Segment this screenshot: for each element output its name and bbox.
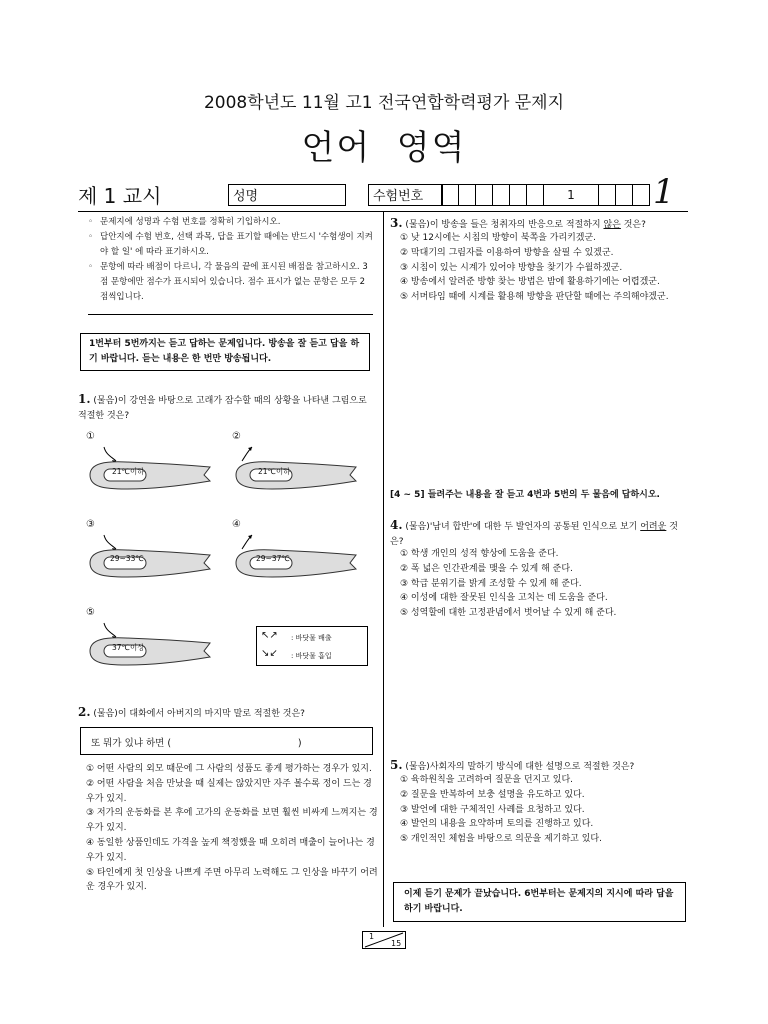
option-label: ⑤: [86, 607, 95, 618]
question-text: (물음)사회자의 말하기 방식에 대한 설명으로 적절한 것은?: [405, 762, 635, 772]
question-text: (물음)이 대화에서 아버지의 마지막 말로 적절한 것은?: [93, 709, 305, 719]
option-1[interactable]: ① 학생 개인의 성적 향상에 도움을 준다.: [400, 549, 559, 559]
q1-legend: [256, 626, 368, 666]
option-3[interactable]: ③ 학급 분위기를 밝게 조성할 수 있게 해 준다.: [400, 578, 582, 589]
option-3[interactable]: ③ 시침이 있는 시계가 있어야 방향을 찾기가 수월하겠군.: [400, 262, 623, 273]
end-of-listening-notice: 이제 듣기 문제가 끝났습니다. 6번부터는 문제지의 지시에 따라 답을 하기 바랍니다.: [393, 882, 686, 922]
exam-title: 2008학년도 11월 고1 전국연합학력평가 문제지: [203, 93, 565, 113]
question-text-end: 것은?: [390, 522, 678, 547]
question-emphasis: 어려운: [640, 522, 667, 532]
question-number: 3.: [390, 216, 403, 230]
legend-in: : 바닷물 흡입: [291, 652, 332, 660]
page-footer: [362, 931, 406, 949]
footer-page: 1: [369, 932, 375, 941]
option-2[interactable]: ② 질문을 반복하여 보충 설명을 유도하고 있다.: [400, 789, 585, 800]
q1-option-2[interactable]: [232, 424, 360, 495]
option-label: ③: [86, 519, 95, 530]
option-label: ④: [232, 519, 241, 530]
question-2: [78, 705, 378, 722]
option-1[interactable]: ① 어떤 사람의 외모 때문에 그 사람의 성품도 좋게 평가하는 경우가 있지.: [86, 764, 372, 774]
question-text: (물음)이 강연을 바탕으로 고래가 잠수할 때의 상황을 나타낸 그림으로 적절한 것은?: [78, 396, 367, 421]
exam-number-digit: 1: [544, 184, 599, 206]
whale-temp: 37℃이상: [112, 643, 145, 652]
q1-option-5[interactable]: [86, 600, 214, 671]
whale-temp: 21℃이하: [112, 467, 145, 476]
whale-icon: [86, 533, 214, 583]
option-label: ②: [232, 431, 241, 442]
option-4[interactable]: ④ 동일한 상품인데도 가격을 높게 책정했을 때 오히려 매출이 늘어나는 경우가 있지.: [86, 837, 375, 863]
instruction-item: ◦ 문항에 따라 배점이 다르니, 각 물음의 끝에 표시된 배점을 참고하시오. 3점 문항에만 점수가 표시되어 있습니다. 점수 표시가 없는 문항은 모두 2점씩입니다.: [88, 260, 373, 305]
option-5[interactable]: ⑤ 타인에게 첫 인상을 나쁘게 주면 아무리 노력해도 그 인상을 바꾸기 어려운 경우가 있지.: [86, 867, 378, 893]
header-row: [78, 172, 688, 212]
spout-in-icon: ↘↙: [261, 648, 278, 659]
option-4[interactable]: ④ 이성에 대한 잘못된 인식을 고치는 데 도움을 준다.: [400, 593, 608, 604]
column-divider: [383, 212, 384, 927]
q2-options: [86, 762, 378, 895]
question-emphasis: 않은: [603, 220, 621, 230]
option-4[interactable]: ④ 방송에서 알려준 방향 찾는 방법은 밤에 활용하기에는 어렵겠군.: [400, 277, 660, 288]
option-1[interactable]: ① 육하원칙을 고려하여 질문을 던지고 있다.: [400, 775, 574, 785]
option-5[interactable]: ⑤ 성역할에 대한 고정관념에서 벗어날 수 있게 해 준다.: [400, 608, 617, 619]
q3-options: [400, 231, 690, 305]
exam-number-cells[interactable]: [442, 184, 650, 206]
footer-total: 15: [391, 939, 402, 948]
whale-icon: [86, 445, 214, 495]
subject-title: 언어 영역: [301, 128, 467, 168]
question-4: [390, 518, 690, 549]
whale-temp: 29~33℃: [110, 554, 144, 563]
whale-icon: [232, 445, 360, 495]
instruction-divider: [88, 314, 373, 315]
option-5[interactable]: ⑤ 서머타임 때에 시계를 활용해 방향을 판단할 때에는 주의해야겠군.: [400, 292, 669, 303]
instruction-item: ◦ 답안지에 수험 번호, 선택 과목, 답을 표기할 때에는 반드시 '수험생이 지켜야 할 일' 에 따라 표기하시오.: [88, 230, 373, 260]
option-2[interactable]: ② 막대기의 그림자를 이용하여 방향을 살필 수 있겠군.: [400, 247, 614, 258]
option-5[interactable]: ⑤ 개인적인 체험을 바탕으로 의문을 제기하고 있다.: [400, 834, 602, 845]
page-number: 1: [653, 172, 675, 212]
spout-out-icon: ↖↗: [261, 630, 278, 641]
legend-out: : 바닷물 배출: [291, 634, 332, 642]
section-4-5-header: [4 ~ 5] 들려주는 내용을 잘 듣고 4번과 5번의 두 물음에 답하시오.: [390, 490, 660, 500]
listening-notice: 1번부터 5번까지는 듣고 답하는 문제입니다. 방송을 잘 듣고 답을 하기 바랍니다. 듣는 내용은 한 번만 방송됩니다.: [80, 333, 370, 371]
question-number: 5.: [390, 758, 403, 772]
name-field[interactable]: [268, 184, 346, 206]
option-label: ①: [86, 431, 95, 442]
dialog-box: 또 뭐가 있냐 하면 ( ): [80, 727, 373, 755]
question-text-end: 것은?: [620, 220, 646, 230]
q4-options: [400, 547, 690, 621]
whale-icon: [86, 621, 214, 671]
instruction-item: ◦ 문제지에 성명과 수험 번호를 정확히 기입하시오.: [88, 215, 373, 230]
option-3[interactable]: ③ 발언에 대한 구체적인 사례를 요청하고 있다.: [400, 804, 585, 815]
question-text: (물음)이 방송을 들은 청취자의 반응으로 적절하지: [405, 220, 604, 230]
option-3[interactable]: ③ 저가의 운동화를 본 후에 고가의 운동화를 보면 훨씬 비싸게 느껴지는 경우가 있지.: [86, 808, 378, 834]
q5-options: [400, 773, 690, 847]
question-number: 2.: [78, 705, 91, 719]
q1-option-4[interactable]: [232, 512, 360, 583]
question-1: [78, 392, 378, 423]
question-number: 4.: [390, 518, 403, 532]
whale-temp: 21℃이하: [258, 467, 291, 476]
option-4[interactable]: ④ 발언의 내용을 요약하며 토의를 진행하고 있다.: [400, 819, 594, 830]
whale-temp: 29~37℃: [256, 554, 290, 563]
option-2[interactable]: ② 폭 넓은 인간관계를 맺을 수 있게 해 준다.: [400, 563, 573, 574]
exam-number-label: 수험번호: [368, 184, 442, 206]
option-1[interactable]: ① 낮 12시에는 시침의 방향이 북쪽을 가리키겠군.: [400, 233, 597, 243]
question-text: (물음)'남녀 합반'에 대한 두 발언자의 공통된 인식으로 보기: [405, 522, 641, 532]
q1-option-1[interactable]: [86, 424, 214, 495]
name-label: 성명: [228, 184, 346, 206]
option-2[interactable]: ② 어떤 사람을 처음 만났을 때 실제는 않았지만 자주 볼수록 정이 드는 경우가 있지.: [86, 778, 372, 804]
whale-icon: [232, 533, 360, 583]
question-number: 1.: [78, 392, 91, 406]
q1-option-3[interactable]: [86, 512, 214, 583]
instructions: [88, 215, 373, 305]
session-label: 제 1 교시: [78, 184, 162, 208]
